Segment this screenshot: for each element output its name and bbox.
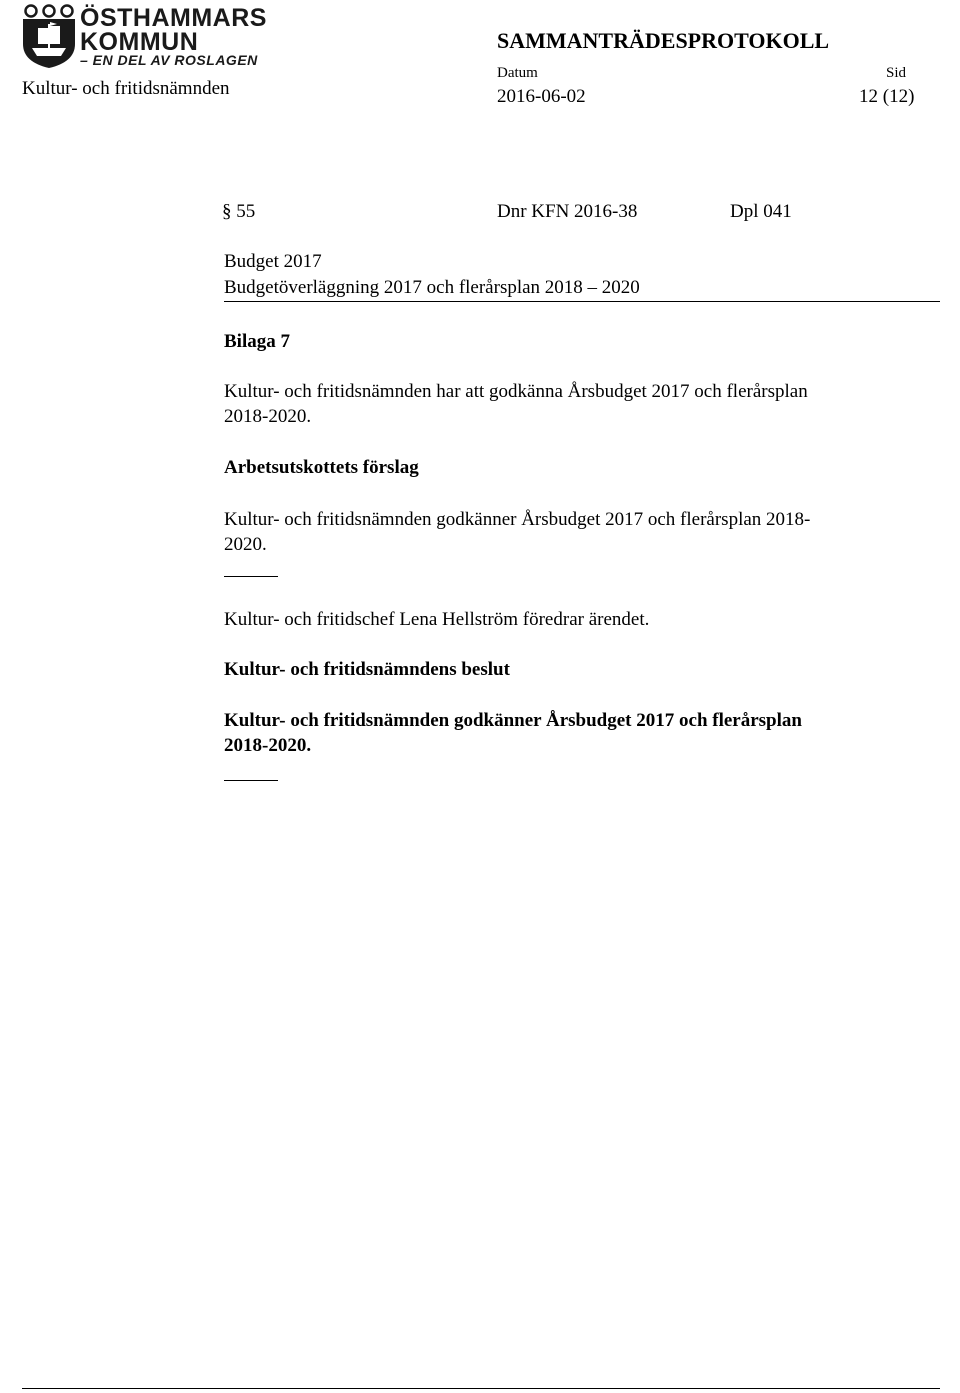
committee-name: Kultur- och fritidsnämnden <box>22 78 230 99</box>
title-underline <box>224 301 940 302</box>
proposal-text-line1: Kultur- och fritidsnämnden godkänner Årsbudget 2017 och flerårsplan 2018- <box>224 509 811 530</box>
proposal-text-line2: 2020. <box>224 534 267 555</box>
page-label: Sid <box>886 65 907 81</box>
brand-name-line2: KOMMUN <box>80 28 199 56</box>
proposal-heading: Arbetsutskottets förslag <box>224 457 419 478</box>
footer-rule <box>22 1388 940 1389</box>
section-divider <box>224 780 278 781</box>
document-title: SAMMANTRÄDESPROTOKOLL <box>497 28 830 53</box>
intro-text-line1: Kultur- och fritidsnämnden har att godkänna Årsbudget 2017 och flerårsplan <box>224 381 808 402</box>
section-divider <box>224 576 278 577</box>
filing-plan-code: Dpl 041 <box>730 201 792 222</box>
case-number: Dnr KFN 2016-38 <box>497 201 638 222</box>
decision-text-line1: Kultur- och fritidsnämnden godkänner Årsbudget 2017 och flerårsplan <box>224 710 802 731</box>
paragraph-number: § 55 <box>222 201 256 222</box>
decision-heading: Kultur- och fritidsnämndens beslut <box>224 659 510 680</box>
item-subtitle: Budgetöverläggning 2017 och flerårsplan 2018 – 2020 <box>224 277 640 298</box>
date-label: Datum <box>497 65 538 81</box>
page-number: 12 (12) <box>859 86 915 107</box>
brand-name-line1: ÖSTHAMMARS <box>80 4 267 32</box>
date-value: 2016-06-02 <box>497 86 586 107</box>
item-title: Budget 2017 <box>224 251 322 272</box>
presenter-text: Kultur- och fritidschef Lena Hellström föredrar ärendet. <box>224 609 650 630</box>
decision-text-line2: 2018-2020. <box>224 735 312 756</box>
brand-tagline: – EN DEL AV ROSLAGEN <box>80 52 258 68</box>
intro-text-line2: 2018-2020. <box>224 406 312 427</box>
attachment-reference: Bilaga 7 <box>224 331 290 352</box>
